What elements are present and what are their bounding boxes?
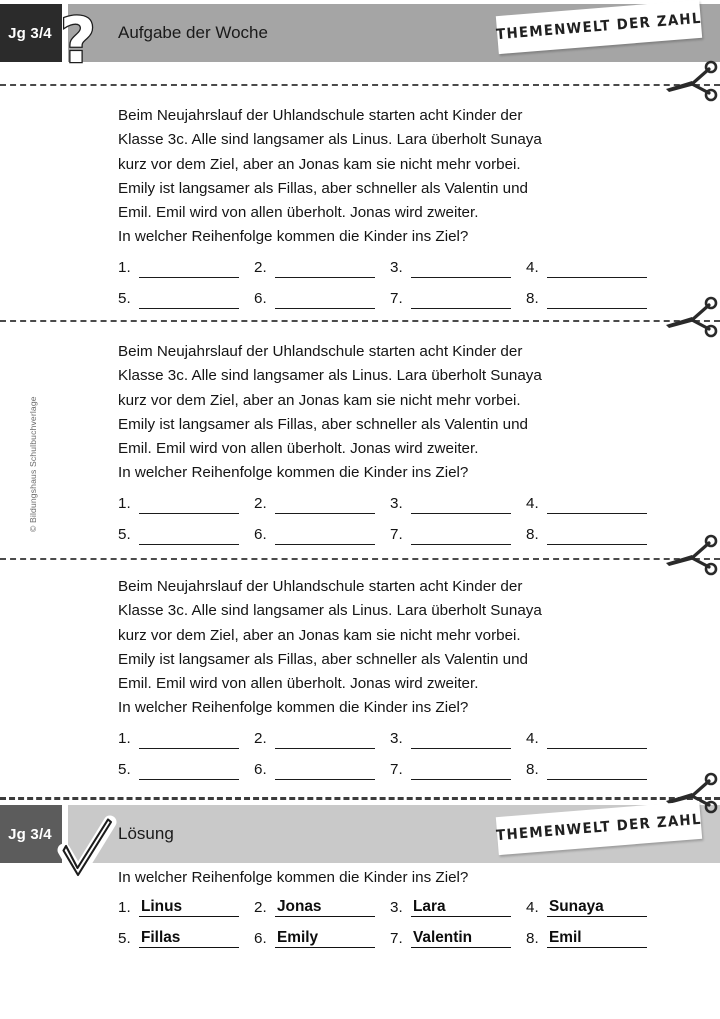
answer-blanks-3 xyxy=(118,729,658,791)
solution-answer-value: Emil xyxy=(547,929,647,948)
solution-number: 3. xyxy=(390,899,403,916)
exercise-line: In welcher Reihenfolge kommen die Kinder ins Ziel? xyxy=(118,699,469,717)
solution-header-gap xyxy=(62,805,68,863)
task-grade-label: Jg 3/4 xyxy=(8,24,52,42)
exercise-line: Beim Neujahrslauf der Uhlandschule starten acht Kinder der xyxy=(118,343,523,360)
blank-writing-line[interactable] xyxy=(139,525,239,545)
blank-number: 1. xyxy=(118,259,131,276)
cut-line-3 xyxy=(0,558,720,560)
svg-text:?: ? xyxy=(60,4,96,77)
blank-writing-line[interactable] xyxy=(411,729,511,749)
blank-field-6[interactable] xyxy=(254,289,375,320)
blank-row xyxy=(118,289,658,320)
exercise-line: kurz vor dem Ziel, aber an Jonas kam sie nicht mehr vorbei. xyxy=(118,391,521,409)
blank-writing-line[interactable] xyxy=(139,289,239,309)
solution-answer-value: Sunaya xyxy=(547,898,647,917)
solution-row xyxy=(118,929,658,960)
blank-row xyxy=(118,258,658,289)
solution-number: 2. xyxy=(254,899,267,916)
blank-number: 4. xyxy=(526,730,539,747)
blank-field-6[interactable] xyxy=(254,760,375,791)
blank-number: 1. xyxy=(118,730,131,747)
exercise-text-3 xyxy=(118,575,638,721)
exercise-line: Klasse 3c. Alle sind langsamer als Linus. Lara überholt Sunaya xyxy=(118,131,542,149)
blank-writing-line[interactable] xyxy=(547,258,647,278)
blank-writing-line[interactable] xyxy=(275,729,375,749)
answer-blanks-2 xyxy=(118,494,658,556)
blank-writing-line[interactable] xyxy=(139,760,239,780)
solution-field-8 xyxy=(526,929,647,960)
solution-number: 8. xyxy=(526,930,539,947)
solution-number: 5. xyxy=(118,930,131,947)
blank-number: 8. xyxy=(526,526,539,543)
scissors-icon-2 xyxy=(662,294,716,338)
blank-field-1[interactable] xyxy=(118,258,239,289)
blank-writing-line[interactable] xyxy=(547,525,647,545)
solution-row xyxy=(118,898,658,929)
solution-grade-box xyxy=(0,805,62,863)
blank-writing-line[interactable] xyxy=(547,760,647,780)
blank-field-2[interactable] xyxy=(254,729,375,760)
blank-writing-line[interactable] xyxy=(139,494,239,514)
blank-number: 5. xyxy=(118,526,131,543)
solution-field-5 xyxy=(118,929,239,960)
blank-field-7[interactable] xyxy=(390,525,511,556)
blank-field-4[interactable] xyxy=(526,494,647,525)
blank-number: 3. xyxy=(390,259,403,276)
blank-writing-line[interactable] xyxy=(547,729,647,749)
blank-writing-line[interactable] xyxy=(275,289,375,309)
blank-number: 5. xyxy=(118,290,131,307)
solution-number: 6. xyxy=(254,930,267,947)
solution-field-6 xyxy=(254,929,375,960)
blank-number: 4. xyxy=(526,259,539,276)
exercise-line: Beim Neujahrslauf der Uhlandschule starten acht Kinder der xyxy=(118,578,523,595)
solution-answer-value: Valentin xyxy=(411,929,511,948)
blank-number: 2. xyxy=(254,730,267,747)
blank-field-7[interactable] xyxy=(390,289,511,320)
solution-answer-value: Linus xyxy=(139,898,239,917)
solution-field-7 xyxy=(390,929,511,960)
exercise-line: Emil. Emil wird von allen überholt. Jonas wird zweiter. xyxy=(118,675,479,693)
blank-number: 6. xyxy=(254,526,267,543)
solution-answers xyxy=(118,898,658,960)
solution-field-2 xyxy=(254,898,375,929)
blank-number: 7. xyxy=(390,526,403,543)
solution-number: 4. xyxy=(526,899,539,916)
blank-number: 5. xyxy=(118,761,131,778)
solution-number: 1. xyxy=(118,899,131,916)
solution-answer-value: Fillas xyxy=(139,929,239,948)
blank-writing-line[interactable] xyxy=(275,258,375,278)
cut-line-4 xyxy=(0,797,720,800)
exercise-line: Emily ist langsamer als Fillas, aber schneller als Valentin und xyxy=(118,415,528,433)
blank-row xyxy=(118,729,658,760)
solution-field-1 xyxy=(118,898,239,929)
exercise-line: Klasse 3c. Alle sind langsamer als Linus. Lara überholt Sunaya xyxy=(118,367,542,385)
blank-row xyxy=(118,760,658,791)
blank-field-3[interactable] xyxy=(390,729,511,760)
blank-writing-line[interactable] xyxy=(275,760,375,780)
copyright-notice: © Bildungshaus Schulbuchverlage xyxy=(28,396,38,532)
solution-answer-value: Emily xyxy=(275,929,375,948)
blank-writing-line[interactable] xyxy=(547,494,647,514)
blank-field-4[interactable] xyxy=(526,258,647,289)
blank-number: 8. xyxy=(526,290,539,307)
blank-writing-line[interactable] xyxy=(139,729,239,749)
solution-header-title: Lösung xyxy=(118,824,174,843)
exercise-text-2 xyxy=(118,340,638,486)
exercise-line: Emil. Emil wird von allen überholt. Jonas wird zweiter. xyxy=(118,204,479,222)
blank-writing-line[interactable] xyxy=(411,258,511,278)
exercise-line: Emily ist langsamer als Fillas, aber schneller als Valentin und xyxy=(118,650,528,668)
scissors-icon-1 xyxy=(662,58,716,102)
blank-number: 2. xyxy=(254,259,267,276)
cut-line-1 xyxy=(0,84,720,86)
exercise-line: Emily ist langsamer als Fillas, aber schneller als Valentin und xyxy=(118,179,528,197)
blank-number: 4. xyxy=(526,495,539,512)
blank-number: 3. xyxy=(390,495,403,512)
blank-field-1[interactable] xyxy=(118,729,239,760)
exercise-line: In welcher Reihenfolge kommen die Kinder ins Ziel? xyxy=(118,228,469,246)
blank-number: 7. xyxy=(390,290,403,307)
blank-number: 2. xyxy=(254,495,267,512)
task-header-gap xyxy=(62,4,68,62)
blank-number: 6. xyxy=(254,290,267,307)
blank-writing-line[interactable] xyxy=(411,525,511,545)
solution-grade-label: Jg 3/4 xyxy=(8,825,52,843)
task-grade-box xyxy=(0,4,62,62)
exercise-line: In welcher Reihenfolge kommen die Kinder ins Ziel? xyxy=(118,464,469,482)
blank-field-7[interactable] xyxy=(390,760,511,791)
blank-number: 3. xyxy=(390,730,403,747)
blank-field-5[interactable] xyxy=(118,289,239,320)
blank-row xyxy=(118,525,658,556)
exercise-line: Emil. Emil wird von allen überholt. Jonas wird zweiter. xyxy=(118,440,479,458)
task-header-title: Aufgabe der Woche xyxy=(118,23,268,42)
answer-blanks-1 xyxy=(118,258,658,320)
scissors-icon-3 xyxy=(662,532,716,576)
solution-answer-value: Jonas xyxy=(275,898,375,917)
exercise-line: Beim Neujahrslauf der Uhlandschule starten acht Kinder der xyxy=(118,107,523,124)
blank-writing-line[interactable] xyxy=(275,494,375,514)
solution-field-3 xyxy=(390,898,511,929)
exercise-line: kurz vor dem Ziel, aber an Jonas kam sie nicht mehr vorbei. xyxy=(118,155,521,173)
exercise-line: Klasse 3c. Alle sind langsamer als Linus. Lara überholt Sunaya xyxy=(118,602,542,620)
solution-field-4 xyxy=(526,898,647,929)
blank-writing-line[interactable] xyxy=(547,289,647,309)
blank-field-8[interactable] xyxy=(526,289,647,320)
solution-answer-value: Lara xyxy=(411,898,511,917)
solution-question: In welcher Reihenfolge kommen die Kinder ins Ziel? xyxy=(118,869,469,886)
blank-number: 7. xyxy=(390,761,403,778)
exercise-text-1 xyxy=(118,104,638,250)
blank-field-2[interactable] xyxy=(254,494,375,525)
blank-field-8[interactable] xyxy=(526,760,647,791)
blank-writing-line[interactable] xyxy=(411,289,511,309)
blank-field-6[interactable] xyxy=(254,525,375,556)
blank-field-2[interactable] xyxy=(254,258,375,289)
cut-line-2 xyxy=(0,320,720,322)
blank-number: 1. xyxy=(118,495,131,512)
blank-writing-line[interactable] xyxy=(275,525,375,545)
solution-number: 7. xyxy=(390,930,403,947)
blank-row xyxy=(118,494,658,525)
task-themenwelt-label: THEMENWELT DER ZAHL xyxy=(495,10,703,44)
blank-writing-line[interactable] xyxy=(411,494,511,514)
blank-writing-line[interactable] xyxy=(139,258,239,278)
blank-field-1[interactable] xyxy=(118,494,239,525)
blank-number: 6. xyxy=(254,761,267,778)
blank-field-8[interactable] xyxy=(526,525,647,556)
exercise-line: kurz vor dem Ziel, aber an Jonas kam sie nicht mehr vorbei. xyxy=(118,626,521,644)
blank-field-4[interactable] xyxy=(526,729,647,760)
blank-writing-line[interactable] xyxy=(411,760,511,780)
blank-field-3[interactable] xyxy=(390,258,511,289)
blank-field-5[interactable] xyxy=(118,525,239,556)
solution-themenwelt-label: THEMENWELT DER ZAHL xyxy=(495,811,703,845)
blank-field-3[interactable] xyxy=(390,494,511,525)
blank-number: 8. xyxy=(526,761,539,778)
blank-field-5[interactable] xyxy=(118,760,239,791)
